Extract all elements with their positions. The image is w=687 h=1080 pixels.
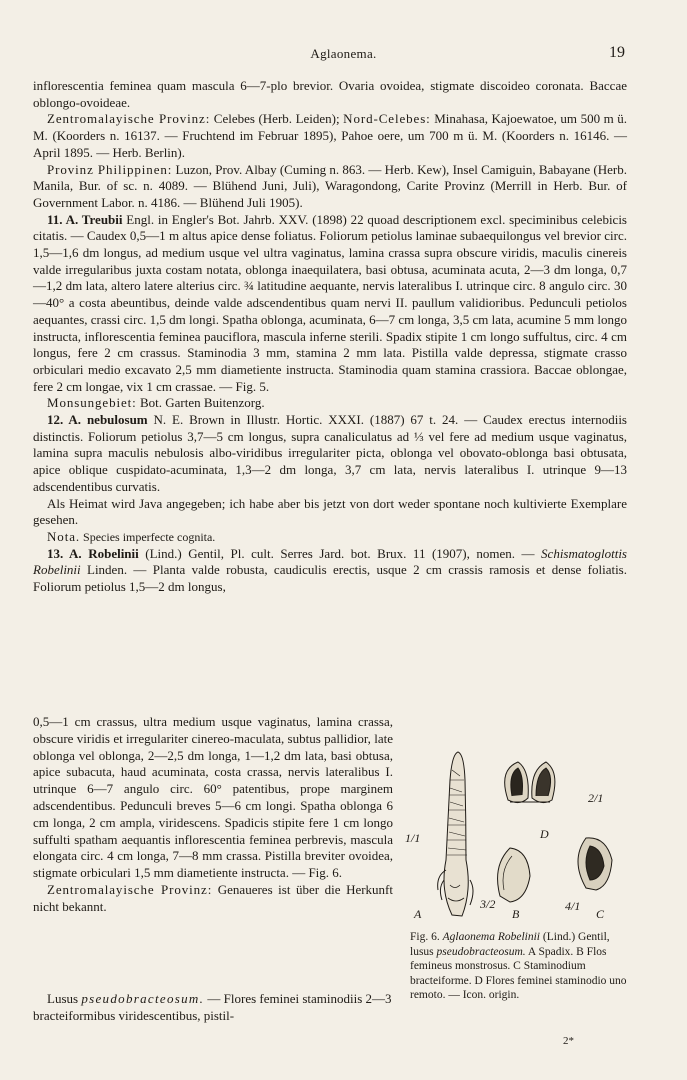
region-name: Provinz Philippinen: (47, 161, 173, 177)
paragraph: Monsungebiet: Bot. Garten Buitenzorg. (47, 395, 265, 411)
label-a: A (414, 907, 422, 921)
region-name: Zentromalayische Provinz: (47, 881, 213, 897)
species-entry-12: 12. A. nebulosum N. E. Brown in Illustr. Hortic. XXXI. (1887) 67 t. 24. — Caudex erectus internodiis distinctis. Foliorum petiolus 3,7—5 cm longus, supra canaliculatus ad ⅓ vel fere ad medium usque vaginatus, lamina supra maculis nebulosis albo-viridibus irregulariter picta, oblonga vel obovato-oblonga basi obtusata, apice oblique cuspidato-acuminata, 1,3—2 dm longa, 3,7 cm lata, nervis lateralibus I. utrinque 9—13 adscendentibus curvatis. (33, 412, 627, 494)
paragraph: 0,5—1 cm crassus, ultra medium usque vaginatus, lamina crassa, obscure viridis et irregulariter cinereo-maculata, subtus pallidior, late oblonga vel oblonga, 2—2,5 dm longa, 1—1,2 dm lata, basi obtusa, apice subacuta, haud acuminata, costa crassa, nervis lateralibus I. utrinque 6—7 angulo circ. 60° patentibus, prope marginem adscendentibus. Pedunculi breves 5—6 cm longi. Spatha oblonga 6 cm longa, 2 cm ampla, viridescens. Spadicis stipite fere 1 cm longo suffulti spatham aequantis inflorescentia feminea perbrevis, mascula elongata circ. 4 cm longa, 7—8 mm crassa. Pistilla breviter ovoidea, stigmate orbiculari 1,5 mm diametiente instructa. — Fig. 6. (33, 714, 393, 881)
paragraph: Zentromalayische Provinz: Genaueres ist über die Herkunft nicht bekannt. (33, 881, 393, 914)
page-number: 19 (609, 44, 625, 61)
botanical-illustration (400, 740, 640, 935)
paragraph: Als Heimat wird Java angegeben; ich habe aber bis jetzt von dort weder spontane noch kultivierte Exemplare gesehen. (33, 495, 627, 528)
region-name: Monsungebiet: (47, 395, 137, 411)
paragraph: Zentromalayische Provinz: Celebes (Herb. Leiden); Nord-Celebes: Minahasa, Kajoewatoe, um 500 m ü. M. (Koorders n. 16137. — Fruchtend im Februar 1895), Pahoe oere, um 700 m ü. M. (Koorders n. 16146. — April 1895. — Herb. Berlin). (33, 111, 628, 160)
page-header (0, 44, 687, 68)
species-entry-13: 13. A. Robelinii (Lind.) Gentil, Pl. cult. Serres Jard. bot. Brux. 11 (1907), nomen. — Schismatoglottis Robelinii Linden. — Planta valde robusta, caudiculis erectis, usque 2 cm crassis ramosis et dense foliatis. Foliorum petiolus 1,5—2 dm longus, (33, 545, 627, 595)
figure-6 (400, 740, 640, 935)
synonym: Schismatoglottis Robelinii (33, 545, 627, 578)
scale-label: 3/2 (480, 897, 496, 911)
region-name: Nord-Celebes: (343, 111, 431, 127)
paragraph: Provinz Philippinen: Luzon, Prov. Albay (Cuming n. 863. — Herb. Kew), Insel Camiguin, Babayane (Herb. Manila, Bur. of sc. n. 4089. — Blühend Juni, Juli), Waragondong, Carite Provinz (Merrill in Herb. Bur. of Government Labor. n. 4186. — Blühend Juli 1905). (33, 161, 628, 210)
paragraph: inflorescentia feminea quam mascula 6—7-plo brevior. Ovaria ovoidea, stigmate discoideo coronata. Baccae oblongo-ovoideae. (33, 78, 627, 110)
label-b: B (512, 907, 520, 921)
nota: Nota. Species imperfecte cognita. (47, 528, 216, 544)
signature-mark: 2* (563, 1035, 574, 1047)
scale-label: 1/1 (405, 831, 421, 845)
label-c: C (596, 907, 605, 921)
staminodium-c-drawing (578, 838, 612, 890)
flowers-d-drawing (505, 762, 555, 803)
wrapped-text (33, 714, 393, 916)
species-heading: 12. A. nebulosum (47, 412, 148, 428)
species-heading: 13. A. Robelinii (47, 545, 139, 561)
region-name: Zentromalayische Provinz: (47, 111, 211, 127)
spadix-drawing (438, 752, 473, 916)
species-heading: 11. A. Treubii (47, 211, 123, 227)
running-head: Aglaonema. (310, 46, 377, 61)
species-entry-11: 11. A. Treubii Engl. in Engler's Bot. Jahrb. XXV. (1898) 22 quoad descriptionem excl. speciminibus celebicis citatis. — Caudex 0,5—1 m altus apice dense foliatus. Foliorum petiolus laminae subaequilongus vel brevior circ. 1,5—1,6 dm longus, ad medium usque vel ultra vaginatus, lamina crassa supra obscure viridis, maculis cinereis valde irregularibus juxta costam notata, oblonga inaequilatera, basi obtusa, acuminata acuta, 2—3 dm longa, 0,7—1,2 dm lata, altero latere alterius circ. ¾ latitudine aequante, nervis lateralibus I. utrinque circ. 8 angulo circ. 30—40° a costa abeuntibus, deinde valde adscendentibus quam nervi II. paullum validioribus. Pedunculi petiolos aequantes, crassi circ. 1,5 dm longi. Spatha oblonga, acuminata, 6—7 cm longa, 3,5 cm lata, acumine 5 mm longo instructa, inflorescentia feminea pauciflora, mascula inferne sterili. Spadix stipite 1 cm longo suffultus, circ. 4 cm longus, fere 2 cm crassus. Staminodia 3 mm, stamina 2 mm lata. Pistilla valde depressa, stigmate crasso orbiculari medio excavato 2,5 mm diametiente instructa. Staminodia quam stamina crassiora. Baccae oblongae, fere 2 cm longae, vix 1 cm crassae. — Fig. 5. (33, 211, 627, 394)
paragraph: Lusus pseudobracteosum. — Flores feminei staminodiis 2—3 bracteiformibus viridescentibus, pistil- (33, 991, 392, 1023)
continued-text (33, 991, 393, 1025)
female-flower-b-drawing (498, 848, 530, 902)
scale-label: 2/1 (588, 791, 604, 805)
scale-label: 4/1 (565, 899, 581, 913)
main-text (33, 78, 627, 596)
label-d: D (540, 827, 549, 841)
figure-caption: Fig. 6. Aglaonema Robelinii (Lind.) Gentil, lusus pseudobracteosum. A Spadix. B Flos femineus monstrosus. C Staminodium bracteiforme. D Flores feminei staminodio uno remoto. — Icon. origin. (410, 931, 627, 1002)
